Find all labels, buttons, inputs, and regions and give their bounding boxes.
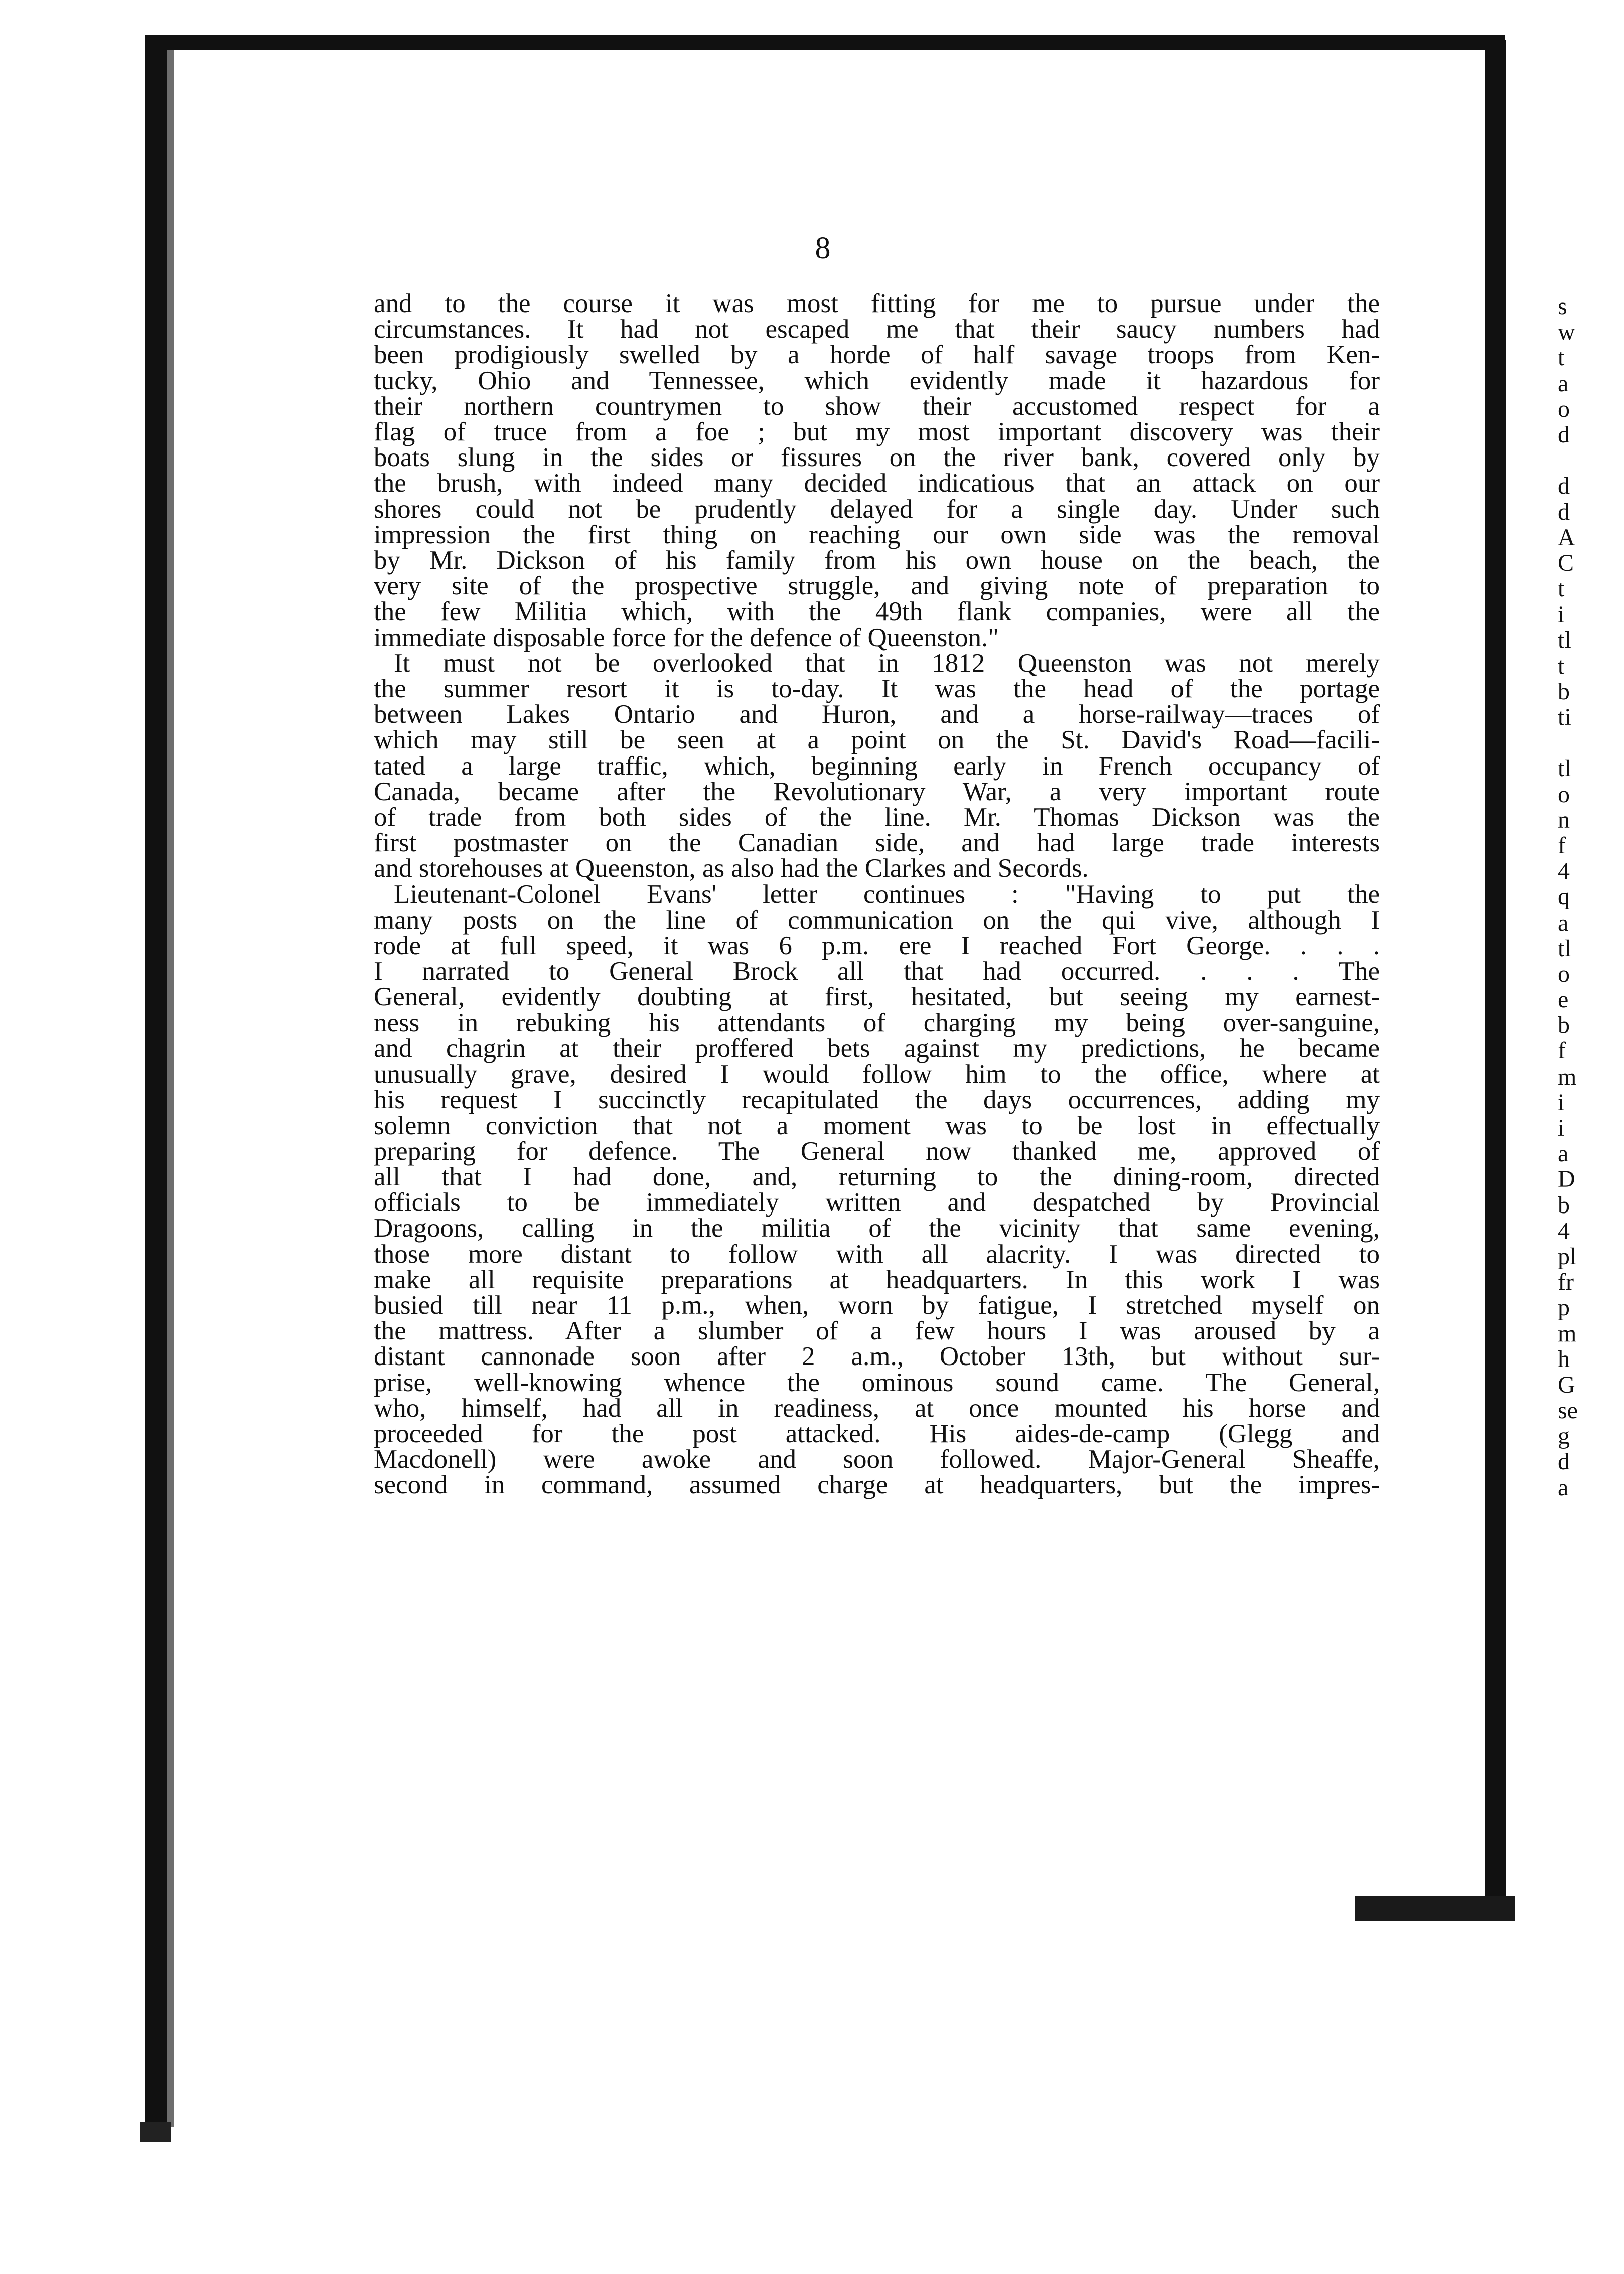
book-edge-bottom-left <box>140 2122 171 2142</box>
text-line: It must not be overlooked that in 1812 Queenston was not merely <box>394 648 1380 678</box>
facing-page-fragment: tl <box>1558 935 1571 962</box>
text-line: many posts on the line of communication on the qui vive, although I <box>374 905 1380 935</box>
text-line: Canada, became after the Revolutionary War, a very important route <box>374 777 1380 806</box>
text-line: distant cannonade soon after 2 a.m., October 13th, but without sur- <box>374 1342 1380 1372</box>
facing-page-fragment: a <box>1558 370 1569 397</box>
text-line: solemn conviction that not a moment was to be lost in effectually <box>374 1111 1380 1140</box>
facing-page-fragment: ti <box>1558 704 1571 730</box>
book-edge-left <box>145 35 167 2142</box>
page-number: 8 <box>815 231 831 265</box>
facing-page-fragment: t <box>1558 575 1565 602</box>
text-line: proceeded for the post attacked. His aides-de-camp (Glegg and <box>374 1419 1380 1448</box>
book-edge-right <box>1485 40 1506 1896</box>
facing-page-fragments <box>1558 293 1613 1500</box>
book-edge-top <box>151 35 1505 50</box>
facing-page-fragment: C <box>1558 549 1574 576</box>
text-line: of trade from both sides of the line. Mr. Thomas Dickson was the <box>374 803 1380 832</box>
facing-page-fragment: G <box>1558 1371 1575 1398</box>
facing-page-fragment: n <box>1558 806 1570 833</box>
text-line: General, evidently doubting at first, hesitated, but seeing my earnest- <box>374 982 1380 1012</box>
facing-page-fragment: f <box>1558 1037 1566 1065</box>
facing-page-fragment: t <box>1558 652 1565 679</box>
body-text <box>374 291 1380 1498</box>
facing-page-fragment <box>1558 730 1613 755</box>
text-line: rode at full speed, it was 6 p.m. ere I reached Fort George. . . . <box>374 931 1380 961</box>
facing-page-fragment: A <box>1558 524 1575 551</box>
facing-page-fragment: f <box>1558 832 1566 859</box>
text-line: Lieutenant-Colonel Evans' letter continues : "Having to put the <box>394 879 1380 909</box>
facing-page-fragment: i <box>1558 601 1565 628</box>
facing-page-fragment: m <box>1558 1320 1577 1347</box>
text-line: very site of the prospective struggle, and giving note of preparation to <box>374 571 1380 601</box>
facing-page-fragment: se <box>1558 1397 1578 1424</box>
text-line: I narrated to General Brock all that had occurred. . . . The <box>374 957 1380 986</box>
text-line: the summer resort it is to-day. It was the head of the portage <box>374 674 1380 704</box>
facing-page-fragment <box>1558 447 1613 473</box>
facing-page-fragment: o <box>1558 395 1570 422</box>
text-line: the brush, with indeed many decided indicatious that an attack on our <box>374 469 1380 498</box>
facing-page-fragment: 4 <box>1558 858 1570 885</box>
facing-page-fragment: o <box>1558 781 1570 808</box>
text-line: boats slung in the sides or fissures on the river bank, covered only by <box>374 443 1380 473</box>
text-line: immediate disposable force for the defence of Queenston." <box>374 623 999 652</box>
book-edge-bottom-right <box>1355 1896 1515 1921</box>
facing-page-fragment: d <box>1558 1448 1570 1475</box>
text-line: officials to be immediately written and despatched by Provincial <box>374 1188 1380 1218</box>
facing-page-fragment: a <box>1558 909 1569 936</box>
text-line: second in command, assumed charge at headquarters, but the impres- <box>374 1470 1380 1500</box>
text-line: their northern countrymen to show their accustomed respect for a <box>374 391 1380 421</box>
text-line: first postmaster on the Canadian side, and had large trade interests <box>374 828 1380 858</box>
facing-page-fragment: i <box>1558 1089 1565 1116</box>
facing-page-fragment: b <box>1558 1191 1570 1219</box>
text-line: by Mr. Dickson of his family from his own house on the beach, the <box>374 546 1380 575</box>
book-edge-left-shadow <box>167 50 174 2127</box>
facing-page-fragment: a <box>1558 1140 1569 1167</box>
facing-page-fragment: g <box>1558 1423 1570 1450</box>
facing-page-fragment: b <box>1558 678 1570 705</box>
facing-page-fragment: fr <box>1558 1269 1574 1296</box>
facing-page-fragment: s <box>1558 293 1567 320</box>
facing-page-fragment: d <box>1558 498 1570 525</box>
text-line: the few Militia which, with the 49th flank companies, were all the <box>374 597 1380 627</box>
text-line: tucky, Ohio and Tennessee, which evidently made it hazardous for <box>374 366 1380 395</box>
text-line: make all requisite preparations at headquarters. In this work I was <box>374 1265 1380 1294</box>
facing-page-fragment: b <box>1558 1012 1570 1039</box>
text-line: and chagrin at their proffered bets against my predictions, he became <box>374 1033 1380 1063</box>
facing-page-fragment: a <box>1558 1474 1569 1501</box>
text-line: preparing for defence. The General now thanked me, approved of <box>374 1136 1380 1166</box>
facing-page-fragment: i <box>1558 1115 1565 1141</box>
text-line: which may still be seen at a point on the St. David's Road—facili- <box>374 725 1380 755</box>
text-line: and storehouses at Queenston, as also had the Clarkes and Secords. <box>374 854 1089 883</box>
facing-page-fragment: e <box>1558 986 1569 1013</box>
text-line: the mattress. After a slumber of a few hours I was aroused by a <box>374 1316 1380 1346</box>
text-line: unusually grave, desired I would follow him to the office, where at <box>374 1059 1380 1089</box>
facing-page-fragment: d <box>1558 473 1570 500</box>
text-line: who, himself, had all in readiness, at once mounted his horse and <box>374 1393 1380 1423</box>
facing-page-fragment: w <box>1558 319 1575 346</box>
facing-page-fragment: h <box>1558 1345 1570 1373</box>
text-line: Dragoons, calling in the militia of the vicinity that same evening, <box>374 1214 1380 1243</box>
text-line: all that I had done, and, returning to the dining-room, directed <box>374 1162 1380 1191</box>
facing-page-fragment: 4 <box>1558 1217 1570 1244</box>
text-line: those more distant to follow with all alacrity. I was directed to <box>374 1239 1380 1269</box>
text-line: flag of truce from a foe ; but my most important discovery was their <box>374 417 1380 447</box>
text-line: Macdonell) were awoke and soon followed. Major-General Sheaffe, <box>374 1445 1380 1474</box>
facing-page-fragment: pl <box>1558 1243 1577 1270</box>
facing-page-fragment: o <box>1558 960 1570 987</box>
facing-page-fragment: tl <box>1558 755 1571 782</box>
text-line: ness in rebuking his attendants of charging my being over-sanguine, <box>374 1008 1380 1037</box>
facing-page-fragment: D <box>1558 1166 1575 1193</box>
text-line: circumstances. It had not escaped me that their saucy numbers had <box>374 315 1380 344</box>
facing-page-fragment: tl <box>1558 627 1571 654</box>
text-line: prise, well-knowing whence the ominous sound came. The General, <box>374 1368 1380 1397</box>
text-line: been prodigiously swelled by a horde of half savage troops from Ken- <box>374 340 1380 370</box>
text-line: his request I succinctly recapitulated the days occurrences, adding my <box>374 1085 1380 1115</box>
text-line: shores could not be prudently delayed for a single day. Under such <box>374 494 1380 524</box>
facing-page-fragment: p <box>1558 1294 1570 1321</box>
text-line: busied till near 11 p.m., when, worn by fatigue, I stretched myself on <box>374 1290 1380 1320</box>
text-line: between Lakes Ontario and Huron, and a horse-railway—traces of <box>374 700 1380 729</box>
text-line: tated a large traffic, which, beginning early in French occupancy of <box>374 751 1380 781</box>
facing-page-fragment: t <box>1558 344 1565 371</box>
facing-page-fragment: d <box>1558 421 1570 448</box>
text-line: impression the first thing on reaching our own side was the removal <box>374 520 1380 549</box>
text-line: and to the course it was most fitting for me to pursue under the <box>374 289 1380 318</box>
facing-page-fragment: m <box>1558 1063 1577 1090</box>
facing-page-fragment: q <box>1558 883 1570 911</box>
